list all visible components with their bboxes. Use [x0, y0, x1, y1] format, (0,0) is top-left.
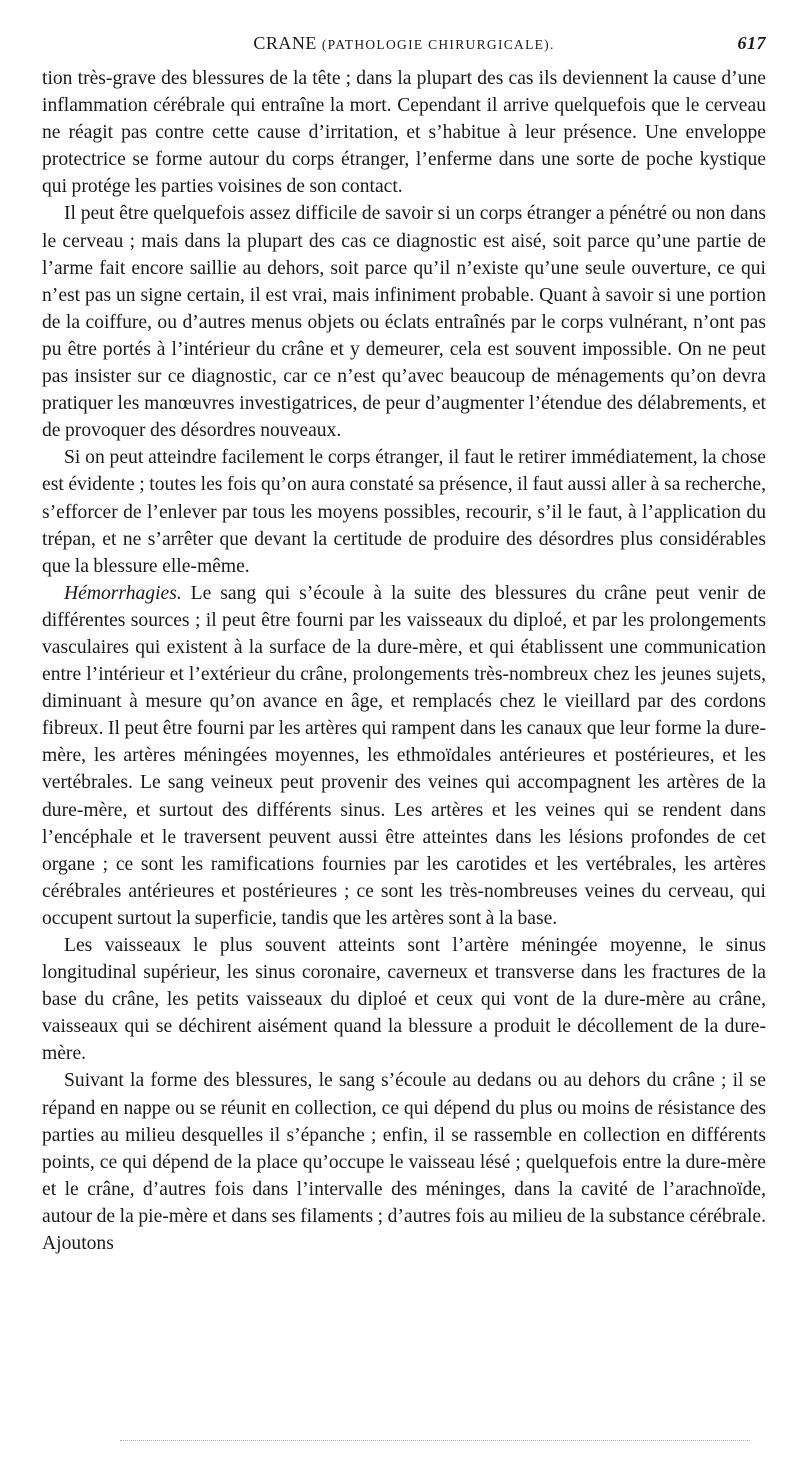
page-number: 617 [737, 33, 766, 53]
paragraph [42, 65, 766, 200]
running-title [42, 30, 766, 58]
paragraph-text: tion très-grave des blessures de la tête ; dans la plupart des cas ils deviennent la cause d’une inflammation cérébrale qui entraîne la mort. Cependant il arrive quelquefois que le cerveau ne réagit pas contre cette cause d’irritation, et s’habitue à leur présence. Une enveloppe protectrice se forme autour du corps étranger, l’enferme dans une sorte de poche kystique qui protége les parties voisines de son contact. [42, 68, 766, 198]
paragraph-text: Le sang qui s’écoule à la suite des blessures du crâne peut venir de différentes sources ; il peut être fourni par les vaisseaux du diploé, et par les prolongements vasculaires qui existent à la surface de la dure-mère, et qui établissent une communication entre l’intérieur et l’extérieur du crâne, prolongements très-nombreux chez les jeunes sujets, diminuant à mesure qu’on avance en âge, et remplacés chez le vieillard par des cordons fibreux. Il peut être fourni par les artères qui rampent dans les canaux que leur forme la dure-mère, les artères méningées moyennes, les ethmoïdales antérieures et postérieures, et les vertébrales. Le sang veineux peut provenir des veines qui accompagnent les artères de la dure-mère, et surtout des différents sinus. Les artères et les veines qui se rendent dans l’encéphale et le traversent peuvent aussi être atteintes dans les lésions profondes de cet organe ; ce sont les ramifications fournies par les carotides et les vertébrales, les artères cérébrales antérieures et postérieures ; ce sont les très-nombreuses veines du cerveau, qui occupent surtout la superficie, tandis que les artères sont à la base. [42, 582, 766, 929]
running-title-sub: (PATHOLOGIE CHIRURGICALE). [321, 37, 555, 52]
paragraph-text: Les vaisseaux le plus souvent atteints sont l’artère méningée moyenne, le sinus longitudinal supérieur, les sinus coronaire, caverneux et transverse dans les fractures de la base du crâne, les petits vaisseaux du diploé et ceux qui vont de la dure-mère au crâne, vaisseaux qui se déchirent aisément quand la blessure a produit le décollement de la dure-mère. [42, 935, 766, 1065]
body-text [42, 65, 766, 1257]
paragraph-text: Suivant la forme des blessures, le sang s’écoule au dedans ou au dehors du crâne ; il se répand en nappe ou se réunit en collection, ce qui dépend du plus ou moins de résistance des parties au milieu desquelles il s’épanche ; enfin, il se rassemble en collection en différents points, ce qui dépend de la place qu’occupe le vaisseau lésé ; quelquefois entre la dure-mère et le crâne, d’autres fois dans l’intervalle des méninges, dans la cavité de l’arachnoïde, autour de la pie-mère et dans ses filaments ; d’autres fois au milieu de la substance cérébrale. Ajoutons [42, 1070, 766, 1255]
section-heading-hemorrhagies: Hémorrhagies. [64, 582, 182, 604]
paragraph-text: Il peut être quelquefois assez difficile de savoir si un corps étranger a pénétré ou non dans le cerveau ; mais dans la plupart des cas ce diagnostic est aisé, soit parce qu’une partie de l’arme fait encore saillie au dehors, soit parce qu’il n’existe qu’une seule ouverture, ce qui n’est pas un signe certain, il est vrai, mais infiniment probable. Quant à savoir si une portion de la coiffure, ou d’autres menus objets ou éclats entraînés par le corps vulnérant, n’ont pas pu être portés à l’intérieur du crâne et y demeurer, cela est souvent impossible. On ne peut pas insister sur ce diagnostic, car ce n’est qu’avec beaucoup de ménagements qu’on devra pratiquer les manœuvres investigatrices, de peur d’augmenter l’étendue des délabrements, et de provoquer des désordres nouveaux. [42, 203, 766, 442]
paragraph [42, 1067, 766, 1257]
running-title-main: CRANE [253, 33, 317, 53]
paragraph [42, 580, 766, 932]
footer-dotted-rule [120, 1440, 750, 1441]
running-head [42, 30, 766, 58]
paragraph-text: Si on peut atteindre facilement le corps étranger, il faut le retirer immédiatement, la chose est évidente ; toutes les fois qu’on aura constaté sa présence, il faut aussi aller à sa recherche, s’efforcer de l’enlever par tous les moyens possibles, recourir, s’il le faut, à l’application du trépan, et ne s’arrêter que devant la certitude de produire des désordres plus considérables que la blessure elle-même. [42, 447, 766, 577]
paragraph [42, 444, 766, 579]
paragraph [42, 932, 766, 1067]
paragraph [42, 200, 766, 444]
